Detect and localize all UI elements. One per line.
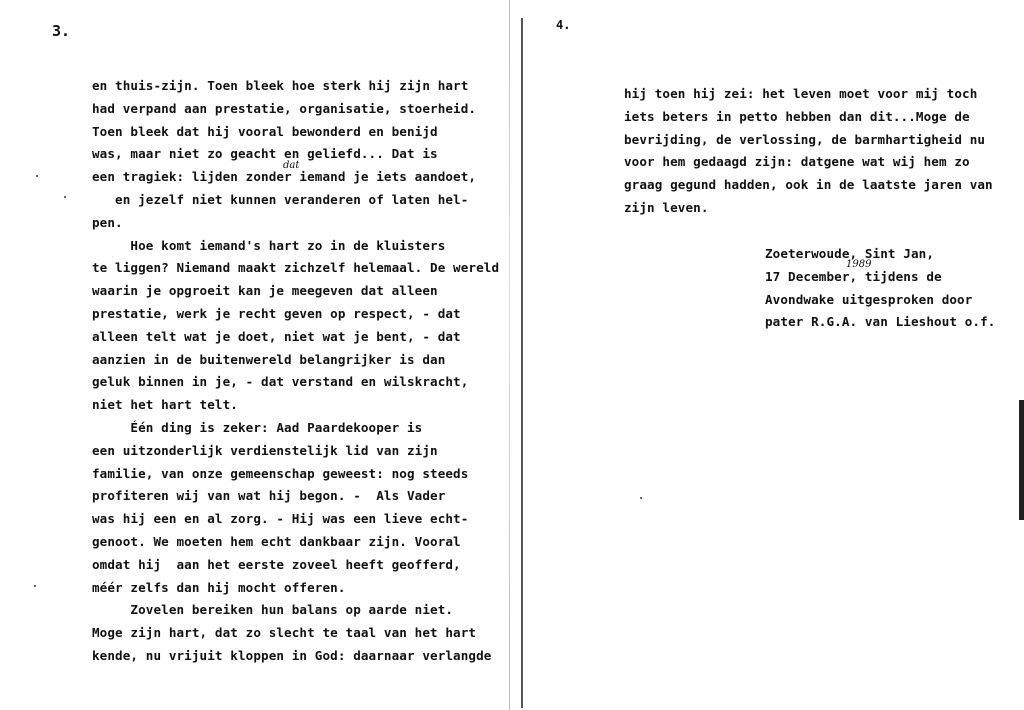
text-line: was hij een en al zorg. - Hij was een lieve echt- — [92, 511, 469, 527]
text-line: kende, nu vrijuit kloppen in God: daarnaar verlangde — [92, 648, 492, 663]
page-number-right: 4. — [556, 18, 571, 32]
text-line: iets beters in petto hebben dan dit...Moge de — [624, 108, 970, 124]
text-line: Hoe komt iemand's hart zo in de kluisters — [92, 237, 446, 253]
text-line: een tragiek: lijden zonder iemand je iets aandoet, — [92, 169, 477, 185]
text-line: alleen telt wat je doet, niet wat je bent, - dat — [92, 328, 461, 344]
signature-line: Avondwake uitgesproken door — [765, 291, 973, 307]
text-line: méér zelfs dan hij mocht offeren. — [92, 579, 346, 595]
text-line: en thuis-zijn. Toen bleek hoe sterk hij zijn hart — [92, 78, 469, 93]
text-line: voor hem gedaagd zijn: datgene wat wij hem zo — [624, 154, 970, 170]
scan-speck — [64, 196, 66, 198]
text-line: familie, van onze gemeenschap geweest: nog steeds — [92, 465, 469, 481]
signature-block — [765, 246, 1020, 336]
right-page-body — [624, 86, 1019, 226]
text-line: een uitzonderlijk verdienstelijk lid van zijn — [92, 442, 438, 458]
text-line: waarin je opgroeit kan je meegeven dat alleen — [92, 283, 438, 299]
text-line: te liggen? Niemand maakt zichzelf helemaal. De wereld — [92, 260, 500, 276]
page-fold-line — [521, 18, 523, 708]
scan-speck — [36, 175, 38, 177]
scan-speck — [34, 585, 36, 587]
text-line: genoot. We moeten hem echt dankbaar zijn. Vooral — [92, 534, 461, 549]
page-number-left: 3. — [52, 22, 71, 40]
scan-edge-mark — [1019, 400, 1024, 520]
text-line: Moge zijn hart, dat zo slecht te taal van het hart — [92, 625, 477, 641]
text-line: was, maar niet zo geacht en geliefd... Dat is — [92, 146, 438, 162]
signature-line: pater R.G.A. van Lieshout o.f. — [765, 314, 996, 330]
text-line: bevrijding, de verlossing, de barmhartigheid nu — [624, 131, 986, 147]
text-line: graag gegund hadden, ook in de laatste jaren van — [624, 177, 993, 193]
page-gutter-line — [509, 0, 510, 710]
text-line: Één ding is zeker: Aad Paardekooper is — [92, 420, 423, 435]
left-page-body — [92, 78, 512, 668]
text-line: zijn leven. — [624, 200, 709, 215]
handwritten-insert: dat — [283, 160, 300, 171]
signature-line: Zoeterwoude, Sint Jan, — [765, 246, 935, 261]
text-line: Zovelen bereiken hun balans op aarde niet. — [92, 602, 454, 618]
text-line: pen. — [92, 214, 123, 230]
text-line: prestatie, werk je recht geven op respect, - dat — [92, 306, 461, 321]
text-line: hij toen hij zei: het leven moet voor mij toch — [624, 86, 978, 101]
text-line: aanzien in de buitenwereld belangrijker is dan — [92, 351, 446, 367]
text-line: Toen bleek dat hij vooral bewonderd en benijd — [92, 123, 438, 139]
handwritten-year: 1989 — [846, 259, 872, 270]
text-line: omdat hij aan het eerste zoveel heeft geofferd, — [92, 556, 461, 572]
text-line: geluk binnen in je, - dat verstand en wilskracht, — [92, 374, 469, 390]
signature-line: 17 December, tijdens de — [765, 268, 942, 284]
text-line: had verpand aan prestatie, organisatie, stoerheid. — [92, 100, 477, 116]
text-line: profiteren wij van wat hij begon. - Als Vader — [92, 488, 446, 504]
text-line: niet het hart telt. — [92, 397, 238, 413]
text-line: en jezelf niet kunnen veranderen of laten hel- — [92, 192, 469, 207]
scan-speck — [640, 497, 642, 499]
